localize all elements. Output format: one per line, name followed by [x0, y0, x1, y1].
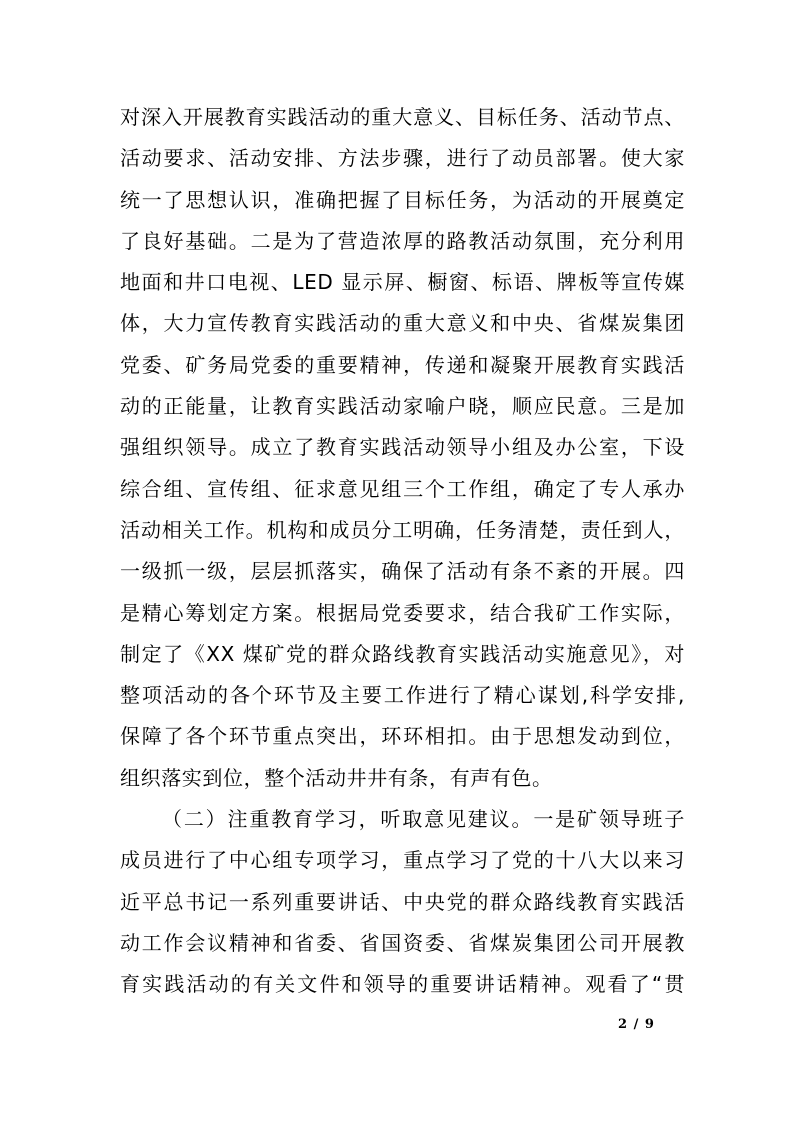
text-line: 地面和井口电视、LED 显示屏、橱窗、标语、牌板等宣传媒: [120, 270, 685, 295]
text-line: 组织落实到位，整个活动井井有条，有声有色。: [120, 765, 553, 790]
text-line: 活动要求、活动安排、方法步骤，进行了动员部署。使大家: [120, 146, 685, 171]
text-line: 了良好基础。二是为了营造浓厚的路教活动氛围，充分利用: [120, 228, 685, 253]
text-line: 制定了《XX 煤矿党的群众路线教育实践活动实施意见》，对: [120, 641, 685, 666]
text-line: 成员进行了中心组专项学习，重点学习了党的十八大以来习: [120, 848, 685, 873]
text-line: 动工作会议精神和省委、省国资委、省煤炭集团公司开展教: [120, 930, 685, 955]
text-line: 党委、矿务局党委的重要精神，传递和凝聚开展教育实践活: [120, 352, 685, 377]
text-line: 对深入开展教育实践活动的重大意义、目标任务、活动节点、: [120, 105, 685, 129]
text-line: 保障了各个环节重点突出，环环相扣。由于思想发动到位，: [120, 724, 685, 749]
text-line: 整项活动的各个环节及主要工作进行了精心谋划,科学安排,: [120, 683, 685, 708]
text-line: 是精心筹划定方案。根据局党委要求，结合我矿工作实际，: [120, 600, 685, 625]
section-heading-line: （二）注重教育学习，听取意见建议。一是矿领导班子: [162, 807, 685, 832]
text-line: 近平总书记一系列重要讲话、中央党的群众路线教育实践活: [120, 889, 685, 914]
page-number: 2 / 9: [618, 1017, 655, 1032]
text-line: 育实践活动的有关文件和领导的重要讲话精神。观看了“贯: [120, 972, 685, 997]
text-line: 综合组、宣传组、征求意见组三个工作组，确定了专人承办: [120, 476, 685, 501]
text-line: 强组织领导。成立了教育实践活动领导小组及办公室，下设: [120, 435, 685, 460]
body-text: [120, 97, 685, 1006]
text-line: 活动相关工作。机构和成员分工明确，任务清楚，责任到人，: [120, 517, 685, 542]
text-line: 一级抓一级，层层抓落实，确保了活动有条不紊的开展。四: [120, 559, 685, 584]
text-line: 体，大力宣传教育实践活动的重大意义和中央、省煤炭集团: [120, 311, 685, 336]
text-line: 统一了思想认识，准确把握了目标任务，为活动的开展奠定: [120, 187, 685, 212]
text-line: 动的正能量，让教育实践活动家喻户晓，顺应民意。三是加: [120, 394, 685, 419]
